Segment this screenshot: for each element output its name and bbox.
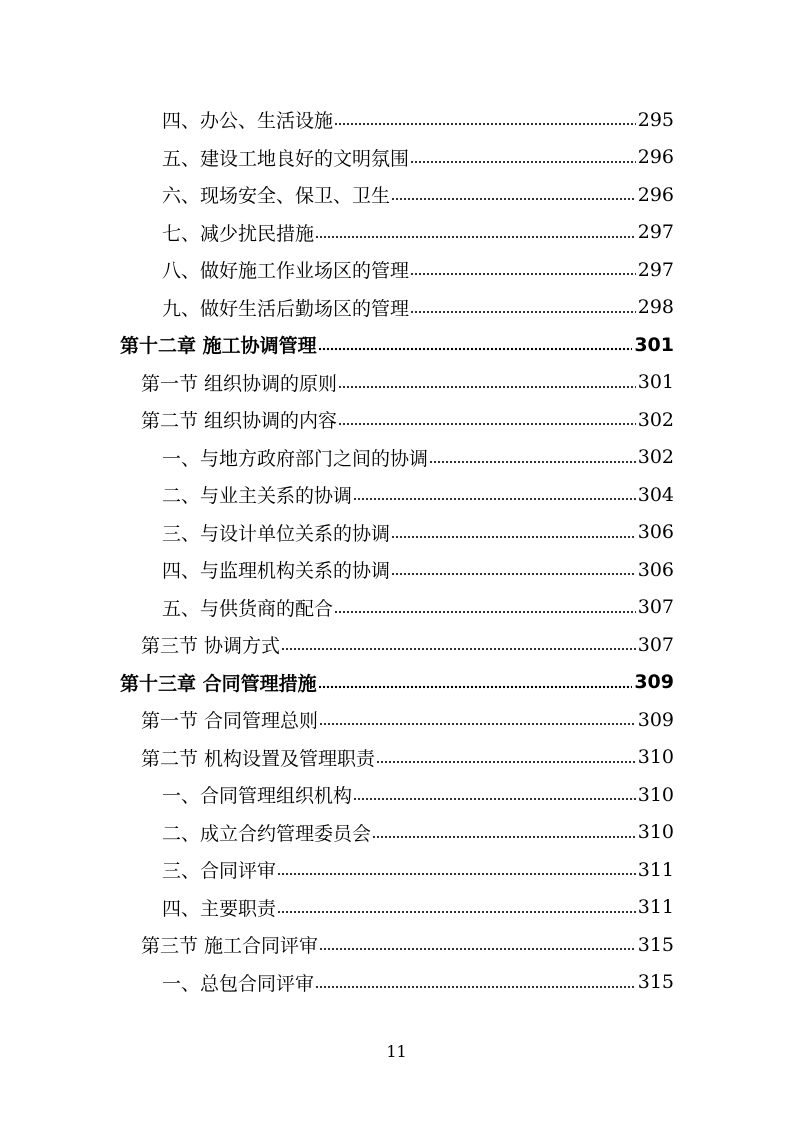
toc-entry-page: 307 (637, 633, 674, 656)
dot-leader (281, 635, 636, 654)
toc-entry-page: 296 (637, 183, 674, 206)
toc-entry-item[interactable] (0, 814, 793, 852)
toc-entry-item[interactable] (0, 251, 793, 289)
toc-entry-page: 311 (637, 896, 674, 919)
toc-entry-item[interactable] (0, 214, 793, 252)
toc-entry-title: 二、与业主关系的协调 (162, 485, 353, 508)
dot-leader (410, 148, 636, 167)
page-number: 11 (386, 1042, 407, 1061)
toc-entry-page: 315 (637, 933, 674, 956)
dot-leader (315, 223, 636, 242)
toc-entry-page: 315 (637, 971, 674, 994)
dot-leader (410, 298, 636, 317)
toc-entry-item[interactable] (0, 551, 793, 589)
toc-entry-page: 307 (637, 596, 674, 619)
toc-entry-title: 五、与供货商的配合 (162, 597, 334, 620)
toc-entry-title: 第三节 施工合同评审 (141, 935, 319, 958)
toc-entry-title: 八、做好施工作业场区的管理 (162, 260, 410, 283)
toc-entry-item[interactable] (0, 964, 793, 1002)
dot-leader (319, 935, 636, 954)
toc-entry-item[interactable] (0, 139, 793, 177)
toc-entry-page: 309 (637, 708, 674, 731)
toc-entry-title: 二、成立合约管理委员会 (162, 822, 372, 845)
toc-entry-page: 302 (637, 446, 674, 469)
toc-entry-item[interactable] (0, 289, 793, 327)
dot-leader (353, 485, 636, 504)
toc-entry-section[interactable] (0, 739, 793, 777)
dot-leader (277, 860, 636, 879)
dot-leader (318, 335, 633, 354)
toc-entry-page: 306 (637, 521, 674, 544)
toc-entry-page: 310 (637, 783, 674, 806)
dot-leader (372, 823, 636, 842)
toc-entry-section[interactable] (0, 701, 793, 739)
toc-entry-title: 五、建设工地良好的文明氛围 (162, 147, 410, 170)
toc-entry-item[interactable] (0, 851, 793, 889)
toc-entry-page: 295 (637, 108, 674, 131)
dot-leader (334, 598, 636, 617)
toc-entry-section[interactable] (0, 401, 793, 439)
dot-leader (338, 410, 636, 429)
dot-leader (315, 973, 636, 992)
toc-entry-page: 309 (634, 671, 674, 694)
toc-entry-page: 304 (637, 483, 674, 506)
toc-entry-page: 310 (637, 746, 674, 769)
toc-entry-title: 第一节 合同管理总则 (141, 710, 319, 733)
toc-entry-title: 四、主要职责 (162, 897, 277, 920)
dot-leader (318, 673, 633, 692)
toc-entry-page: 301 (637, 371, 674, 394)
toc-entry-title: 九、做好生活后勤场区的管理 (162, 297, 410, 320)
toc-entry-title: 第一节 组织协调的原则 (141, 372, 338, 395)
toc-entry-title: 第二节 机构设置及管理职责 (141, 747, 376, 770)
toc-entry-item[interactable] (0, 476, 793, 514)
dot-leader (338, 373, 636, 392)
toc-entry-page: 296 (637, 146, 674, 169)
toc-entry-item[interactable] (0, 176, 793, 214)
toc-entry-item[interactable] (0, 589, 793, 627)
toc-entry-page: 310 (637, 821, 674, 844)
toc-entry-page: 301 (634, 333, 674, 356)
toc-entry-section[interactable] (0, 364, 793, 402)
toc-entry-title: 一、总包合同评审 (162, 972, 315, 995)
toc-entry-title: 三、与设计单位关系的协调 (162, 522, 391, 545)
dot-leader (353, 785, 636, 804)
toc-entry-item[interactable] (0, 776, 793, 814)
toc-entry-title: 一、合同管理组织机构 (162, 785, 353, 808)
toc-entry-page: 306 (637, 558, 674, 581)
table-of-contents (0, 101, 793, 1001)
dot-leader (334, 110, 636, 129)
toc-entry-title: 七、减少扰民措施 (162, 222, 315, 245)
toc-entry-title: 第十二章 施工协调管理 (120, 335, 317, 358)
toc-entry-title: 第十三章 合同管理措施 (120, 672, 317, 695)
dot-leader (391, 560, 636, 579)
dot-leader (410, 260, 636, 279)
dot-leader (376, 748, 636, 767)
toc-entry-page: 298 (637, 296, 674, 319)
toc-entry-item[interactable] (0, 514, 793, 552)
toc-entry-page: 302 (637, 408, 674, 431)
dot-leader (391, 523, 636, 542)
toc-entry-section[interactable] (0, 626, 793, 664)
toc-entry-chapter[interactable] (0, 664, 793, 702)
toc-entry-item[interactable] (0, 101, 793, 139)
toc-entry-page: 311 (637, 858, 674, 881)
toc-entry-page: 297 (637, 258, 674, 281)
dot-leader (429, 448, 636, 467)
toc-entry-page: 297 (637, 221, 674, 244)
toc-entry-title: 四、办公、生活设施 (162, 110, 334, 133)
toc-entry-item[interactable] (0, 439, 793, 477)
toc-entry-title: 四、与监理机构关系的协调 (162, 560, 391, 583)
toc-entry-section[interactable] (0, 926, 793, 964)
toc-entry-title: 三、合同评审 (162, 860, 277, 883)
dot-leader (277, 898, 636, 917)
toc-entry-title: 一、与地方政府部门之间的协调 (162, 447, 429, 470)
toc-entry-title: 六、现场安全、保卫、卫生 (162, 185, 391, 208)
dot-leader (319, 710, 636, 729)
toc-entry-title: 第三节 协调方式 (141, 635, 281, 658)
toc-entry-title: 第二节 组织协调的内容 (141, 410, 338, 433)
toc-entry-chapter[interactable] (0, 326, 793, 364)
dot-leader (391, 185, 636, 204)
toc-entry-item[interactable] (0, 889, 793, 927)
